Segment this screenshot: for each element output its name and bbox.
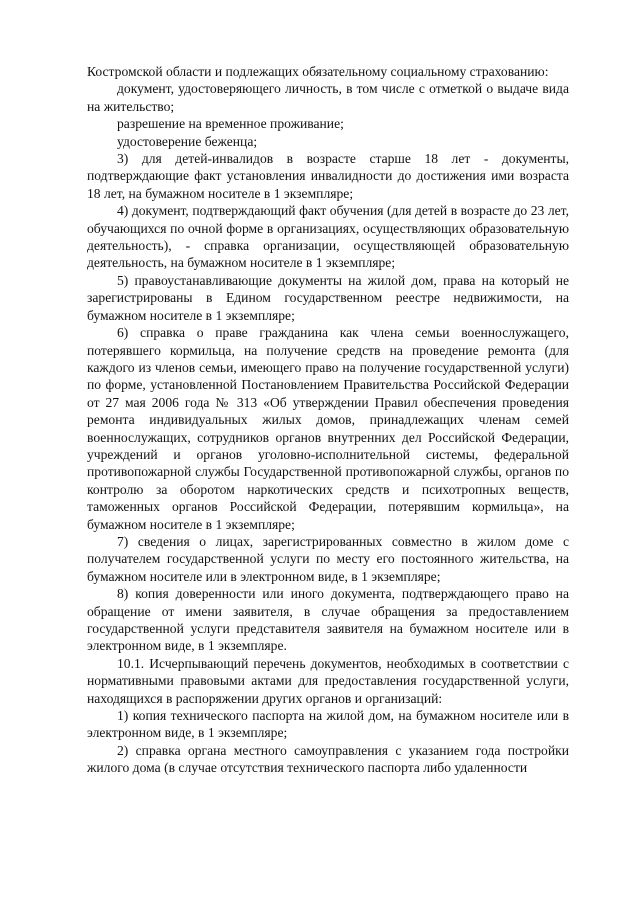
paragraph-item-4: 4) документ, подтверждающий факт обучения (для детей в возрасте до 23 лет, обучающихся по очной форме в организациях, осуществляющих образовательную деятельность), - справка организации, осуществляющей образовательную деятельность, на бумажном носителе в 1 экземпляре; <box>87 203 569 271</box>
paragraph-item-6: 6) справка о праве гражданина как члена семьи военнослужащего, потерявшего кормильца, на получение средств на проведение ремонта (для каждого из членов семьи, имеющего право на получение государственной услуги) по форме, установленной Постановлением Правительства Российской Федерации от 27 мая 2006 года № 313 «Об утверждении Правил обеспечения проведения ремонта индивидуальных жилых домов, принадлежащих членам семей военнослужащих, сотрудников органов внутренних дел Российской Федерации, учреждений и органов уголовно-исполнительной системы, федеральной противопожарной службы Государственной противопожарной службы, органов по контролю за оборотом наркотических средств и психотропных веществ, таможенных органов Российской Федерации, потерявшим кормильца», на бумажном носителе в 1 экземпляре; <box>87 325 569 532</box>
paragraph-subitem-2: 2) справка органа местного самоуправления с указанием года постройки жилого дома (в случае отсутствия технического паспорта либо удаленности <box>87 742 569 776</box>
paragraph-item-5: 5) правоустанавливающие документы на жилой дом, права на который не зарегистрированы в Едином государственном реестре недвижимости, на бумажном носителе в 1 экземпляре; <box>87 272 569 323</box>
paragraph-refugee-certificate: удостоверение беженца; <box>117 133 258 149</box>
paragraph-section-10-1: 10.1. Исчерпывающий перечень документов, необходимых в соответствии с нормативными правовыми актами для предоставления государственной услуги, находящихся в распоряжении других органов и организаций: <box>87 655 569 706</box>
paragraph-continuation: Костромской области и подлежащих обязательному социальному страхованию: <box>87 64 549 79</box>
paragraph-identity-document: документ, удостоверяющего личность, в том числе с отметкой о выдаче вида на жительство; <box>87 81 569 114</box>
paragraph-item-8: 8) копия доверенности или иного документа, подтверждающего право на обращение от имени заявителя, в случае обращения за предоставлением государственной услуги представителя заявителя на бумажном носителе или в электронном виде, в 1 экземпляре. <box>87 586 569 654</box>
paragraph-item-7: 7) сведения о лицах, зарегистрированных совместно в жилом доме с получателем государственной услуги по месту его постоянного жительства, на бумажном носителе или в электронном виде, в 1 экземпляре; <box>87 533 569 584</box>
paragraph-subitem-1: 1) копия технического паспорта на жилой дом, на бумажном носителе или в электронном виде, в 1 экземпляре; <box>87 708 569 741</box>
paragraph-item-3: 3) для детей-инвалидов в возрасте старше 18 лет - документы, подтверждающие факт установления инвалидности до достижения ими возраста 18 лет, на бумажном носителе в 1 экземпляре; <box>87 151 569 201</box>
paragraph-temporary-residence: разрешение на временное проживание; <box>117 116 344 132</box>
document-page <box>87 63 569 777</box>
